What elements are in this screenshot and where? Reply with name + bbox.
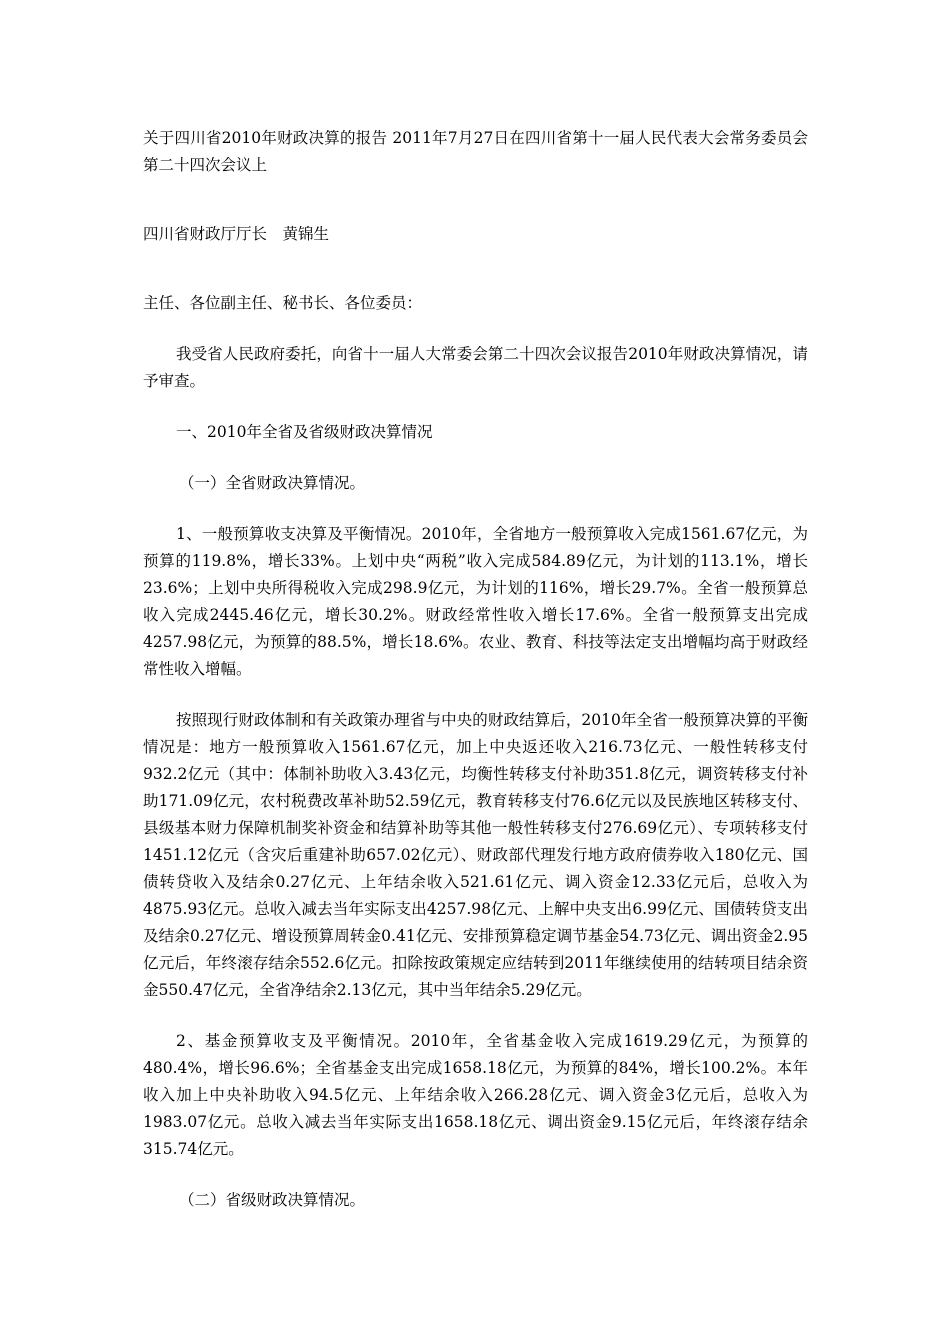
salutation: 主任、各位副主任、秘书长、各位委员： (143, 294, 423, 312)
paragraph-fund-budget: 2、基金预算收支及平衡情况。2010年，全省基金收入完成1619.29亿元，为预算的480.4%，增长96.6%；全省基金支出完成1658.18亿元，为预算的84%，增长100.2%。本年收入加上中央补助收入94.5亿元、上年结余收入266.28亿元、调入资金3亿元后，总收入为1983.07亿元。总收入减去当年实际支出1658.18亿元、调出资金9.15亿元后，年终滚存结余315.74亿元。 (143, 1032, 808, 1158)
report-author: 四川省财政厅厅长 黄锦生 (143, 225, 330, 243)
paragraph-general-budget: 1、一般预算收支决算及平衡情况。2010年，全省地方一般预算收入完成1561.67亿元，为预算的119.8%，增长33%。上划中央“两税”收入完成584.89亿元，为计划的113.1%，增长23.6%；上划中央所得税收入完成298.9亿元，为计划的116%，增长29.7%。全省一般预算总收入完成2445.46亿元，增长30.2%。财政经常性收入增长17.6%。全省一般预算支出完成4257.98亿元，为预算的88.5%，增长18.6%。农业、教育、科技等法定支出增幅均高于财政经常性收入增幅。 (143, 525, 808, 678)
intro-paragraph: 我受省人民政府委托，向省十一届人大常委会第二十四次会议报告2010年财政决算情况，请予审查。 (143, 345, 808, 390)
document-body (143, 125, 808, 1214)
paragraph-balance: 按照现行财政体制和有关政策办理省与中央的财政结算后，2010年全省一般预算决算的平衡情况是：地方一般预算收入1561.67亿元，加上中央返还收入216.73亿元、一般性转移支付932.2亿元（其中：体制补助收入3.43亿元，均衡性转移支付补助351.8亿元，调资转移支付补助171.09亿元，农村税费改革补助52.59亿元，教育转移支付76.6亿元以及民族地区转移支付、县级基本财力保障机制奖补资金和结算补助等其他一般性转移支付276.69亿元）、专项转移支付1451.12亿元（含灾后重建补助657.02亿元）、财政部代理发行地方政府债券收入180亿元、国债转贷收入及结余0.27亿元、上年结余收入521.61亿元、调入资金12.33亿元后，总收入为4875.93亿元。总收入减去当年实际支出4257.98亿元、上解中央支出6.99亿元、国债转贷支出及结余0.27亿元、增设预算周转金0.41亿元、安排预算稳定调节基金54.73亿元、调出资金2.95亿元后，年终滚存结余552.6亿元。扣除按政策规定应结转到2011年继续使用的结转项目结余资金550.47亿元，全省净结余2.13亿元，其中当年结余5.29亿元。 (143, 711, 808, 999)
report-title: 关于四川省2010年财政决算的报告 2011年7月27日在四川省第十一届人民代表大会常务委员会第二十四次会议上 (143, 129, 808, 174)
subsection-heading-1: （一）全省财政决算情况。 (179, 474, 366, 492)
subsection-heading-2: （二）省级财政决算情况。 (179, 1191, 366, 1209)
section-heading-1: 一、2010年全省及省级财政决算情况 (176, 423, 433, 441)
